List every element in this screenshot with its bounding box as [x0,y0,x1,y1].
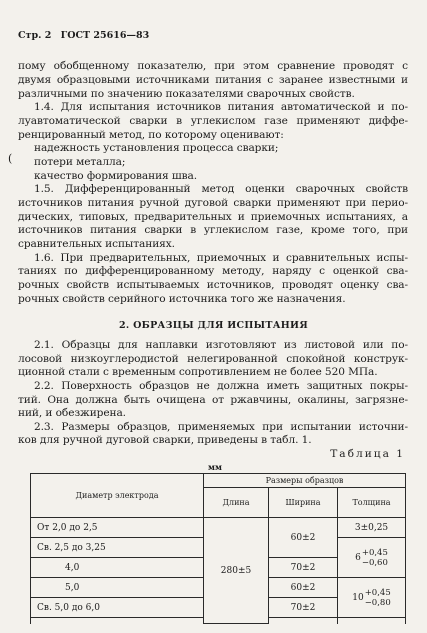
text-line: источников питания сварки в углекислом газе, кроме того, при [18,224,408,236]
col-header-width: Ширина [269,488,338,518]
text-line: двумя образцовыми источниками питания с заранее известными и [18,74,408,86]
table-row-diameter: 4,0 [31,558,204,578]
text-line: 2.1. Образцы для наплавки изготовляют из листовой или по- [34,339,408,351]
width-cell: 60±2 [269,578,338,598]
table-row-diameter: От 2,0 до 2,5 [31,518,204,538]
text-line: качество формирования шва. [34,170,197,182]
text-line: сравнительных испытаниях. [18,238,175,250]
thickness-base: 10 [352,592,364,603]
tolerance-minus: −0,80 [364,597,391,608]
table-row-diameter: Св. 2,5 до 3,25 [31,538,204,558]
text-line: 2.3. Размеры образцов, применяемых при испытании источни- [34,421,408,433]
text-line: пому обобщенному показателю, при этом сравнение проводят с [18,60,408,72]
thickness-cell: 3±0,25 [338,518,406,538]
table-row-diameter: 5,0 [31,578,204,598]
text-line: таниях по дифференцированному методу, наряду с оценкой сва- [18,265,408,277]
col-header-group: Размеры образцов [204,474,406,488]
page-header [18,30,149,41]
thickness-cell [338,578,406,618]
width-cell: 70±2 [269,558,338,578]
col-header-diameter: Диаметр электрода [31,474,204,518]
text-line: дических, типовых, предварительных и приемочных испытаниях, а [18,211,408,223]
tolerance-plus: +0,45 [361,547,388,558]
width-cell: 70±2 [269,598,338,618]
tolerance-plus: +0,45 [364,587,391,598]
table-caption: Таблица 1 [330,448,405,460]
table-unit: мм [208,462,222,472]
text-line: источников питания ручной дуговой сварки применяют при перио- [18,197,408,209]
text-line: различными по значению показателями сварочных свойств. [18,88,355,100]
text-line: ний, и обезжирена. [18,407,126,419]
page-number: Стр. 2 [18,30,52,41]
thickness-cell [338,538,406,578]
text-line: 2.2. Поверхность образцов не должна иметь защитных покры- [34,380,408,392]
text-line: рочных свойств серийного источника того же назначения. [18,293,346,305]
sample-dimensions-table [30,473,406,624]
text-line: 1.4. Для испытания источников питания автоматической и по- [34,101,408,113]
text-line: ционной стали с временным сопротивлением не более 520 МПа. [18,366,378,378]
standard-number: ГОСТ 25616—83 [60,30,150,41]
text-line: лосовой низкоуглеродистой нелегированной спокойной конструк- [18,353,408,365]
text-line: 1.5. Дифференцированный метод оценки сварочных свойств [34,183,408,195]
text-line: потери металла; [34,156,126,168]
col-header-thickness: Толщина [338,488,406,518]
tolerance-minus: −0,60 [361,557,388,568]
text-line: 1.6. При предварительных, приемочных и сравнительных испы- [34,252,408,264]
section-title: 2. ОБРАЗЦЫ ДЛЯ ИСПЫТАНИЯ [118,320,309,331]
text-line: рочных свойств испытываемых источников, проводят оценку сва- [18,279,408,291]
length-cell: 280±5 [204,518,269,624]
margin-mark: ( [8,152,13,165]
col-header-length: Длина [204,488,269,518]
table-row-spacer [31,618,204,624]
text-line: тий. Она должна быть очищена от ржавчины, окалины, загрязне- [18,394,408,406]
table-row-spacer [269,618,338,624]
table-row-spacer [338,618,406,624]
table-row-diameter: Св. 5,0 до 6,0 [31,598,204,618]
text-line: луавтоматической сварки в углекислом газе применяют диффе- [18,115,408,127]
text-line: надежность установления процесса сварки; [34,142,279,154]
thickness-base: 6 [355,552,361,563]
text-line: ренцированный метод, по которому оценивают: [18,129,284,141]
width-cell: 60±2 [269,518,338,558]
text-line: ков для ручной дуговой сварки, приведены в табл. 1. [18,434,312,446]
